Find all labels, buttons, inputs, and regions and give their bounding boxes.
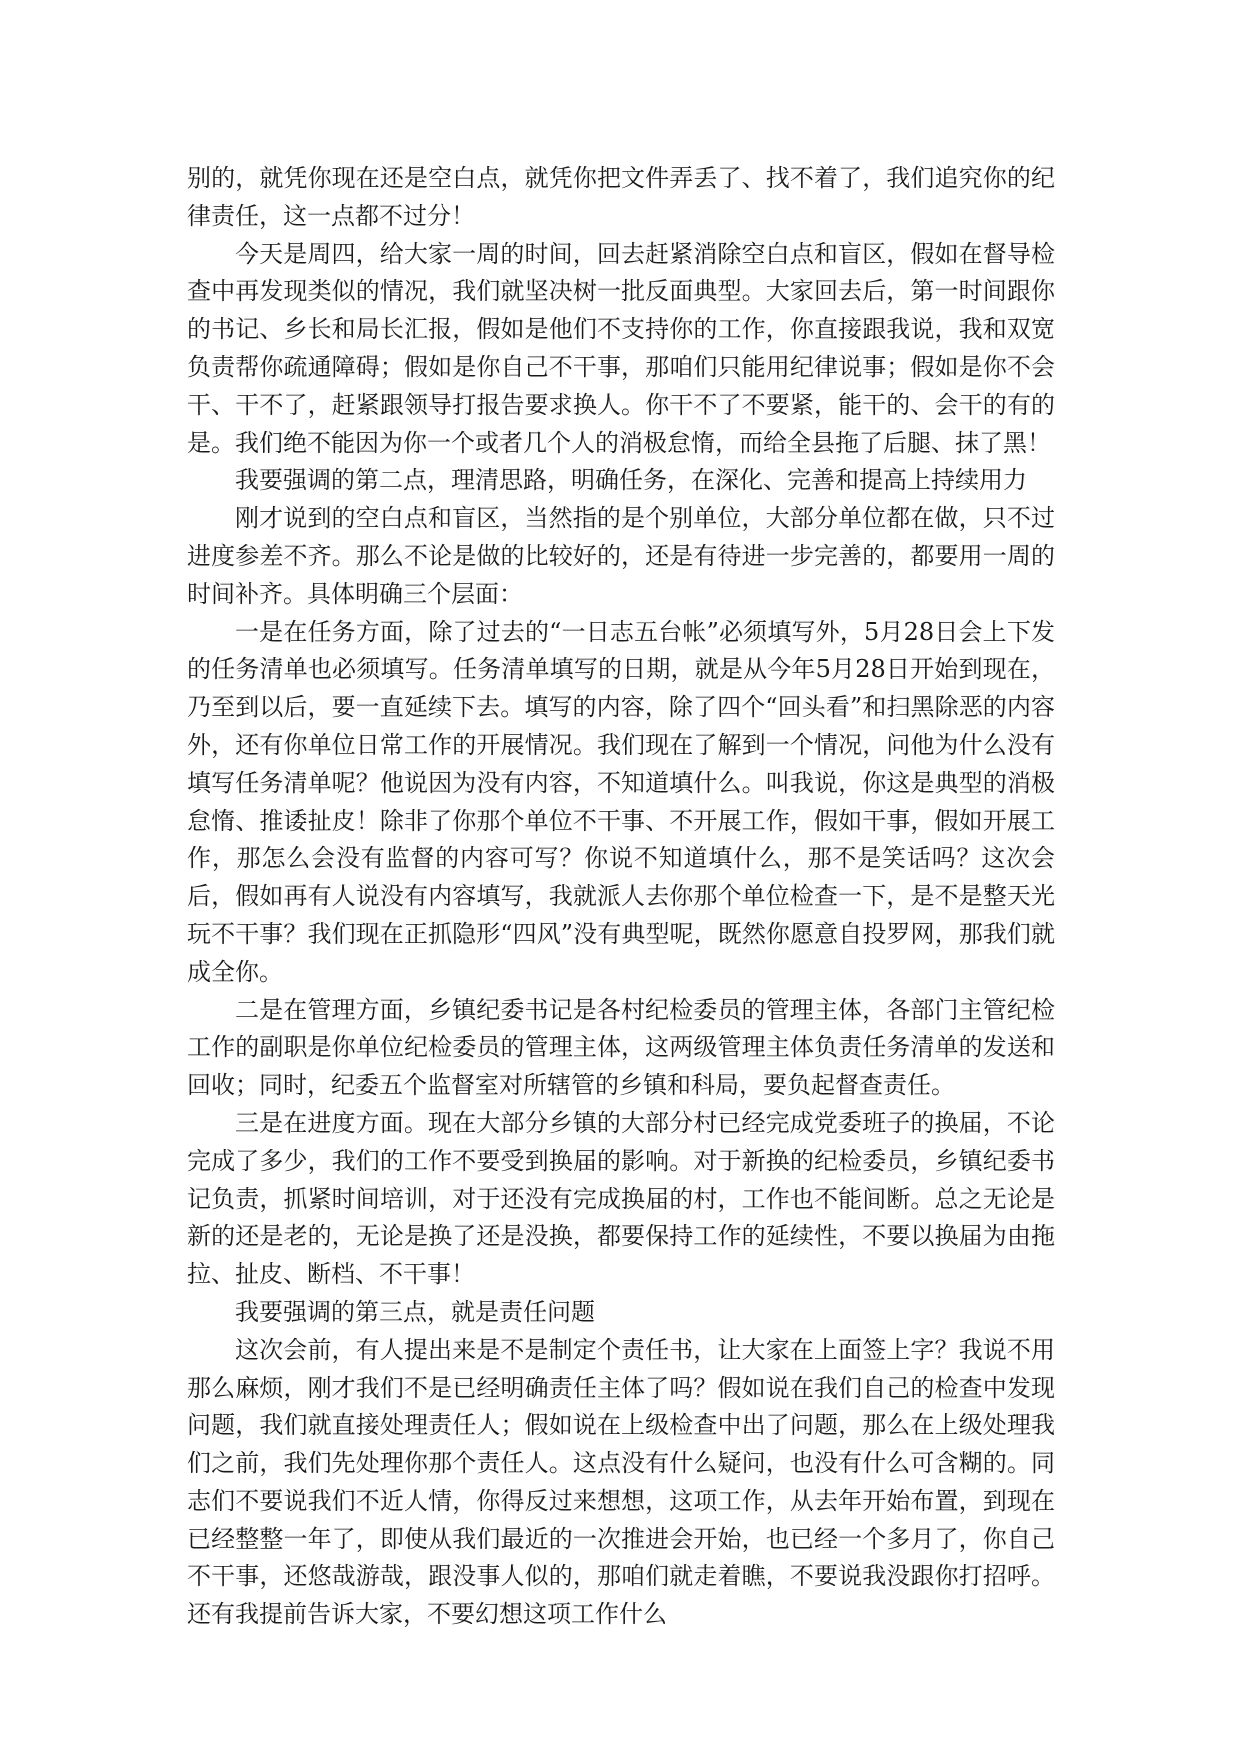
paragraph: 刚才说到的空白点和盲区，当然指的是个别单位，大部分单位都在做，只不过进度参差不齐。那么不论是做的比较好的，还是有待进一步完善的，都要用一周的时间补齐。具体明确三个层面： [187,504,1055,608]
paragraph: 二是在管理方面，乡镇纪委书记是各村纪检委员的管理主体，各部门主管纪检工作的副职是你单位纪检委员的管理主体，这两级管理主体负责任务清单的发送和回收；同时，纪委五个监督室对所辖管的乡镇和科局，要负起督查责任。 [187,995,1055,1100]
paragraph: 三是在进度方面。现在大部分乡镇的大部分村已经完成党委班子的换届，不论完成了多少，我们的工作不要受到换届的影响。对于新换的纪检委员，乡镇纪委书记负责，抓紧时间培训，对于还没有完成换届的村，工作也不能间断。总之无论是新的还是老的，无论是换了还是没换，都要保持工作的延续性，不要以换届为由拖拉、扯皮、断档、不干事！ [187,1108,1055,1289]
document-body [187,160,1055,1634]
paragraph: 一是在任务方面，除了过去的“一日志五台帐”必须填写外，5月28日会上下发的任务清单也必须填写。任务清单填写的日期，就是从今年5月28日开始到现在，乃至到以后，要一直延续下去。填写的内容，除了四个“回头看”和扫黑除恶的内容外，还有你单位日常工作的开展情况。我们现在了解到一个情况，问他为什么没有填写任务清单呢？他说因为没有内容，不知道填什么。叫我说，你这是典型的消极怠惰、推诿扯皮！除非了你那个单位不干事、不开展工作，假如干事，假如开展工作，那怎么会没有监督的内容可写？你说不知道填什么，那不是笑话吗？这次会后，假如再有人说没有内容填写，我就派人去你那个单位检查一下，是不是整天光玩不干事？我们现在正抓隐形“四风”没有典型呢，既然你愿意自投罗网，那我们就成全你。 [187,617,1055,986]
paragraph: 别的，就凭你现在还是空白点，就凭你把文件弄丢了、找不着了，我们追究你的纪律责任，这一点都不过分！ [187,164,1055,230]
paragraph: 今天是周四，给大家一周的时间，回去赶紧消除空白点和盲区，假如在督导检查中再发现类似的情况，我们就坚决树一批反面典型。大家回去后，第一时间跟你的书记、乡长和局长汇报，假如是他们不支持你的工作，你直接跟我说，我和双宽负责帮你疏通障碍；假如是你自己不干事，那咱们只能用纪律说事；假如是你不会干、干不了，赶紧跟领导打报告要求换人。你干不了不要紧，能干的、会干的有的是。我们绝不能因为你一个或者几个人的消极怠惰，而给全县拖了后腿、抹了黑！ [187,239,1055,457]
section-heading: 我要强调的第三点，就是责任问题 [235,1297,595,1326]
paragraph: 这次会前，有人提出来是不是制定个责任书，让大家在上面签上字？我说不用那么麻烦，刚才我们不是已经明确责任主体了吗？假如说在我们自己的检查中发现问题，我们就直接处理责任人；假如说在上级检查中出了问题，那么在上级处理我们之前，我们先处理你那个责任人。这点没有什么疑问，也没有什么可含糊的。同志们不要说我们不近人情，你得反过来想想，这项工作，从去年开始布置，到现在已经整整一年了，即使从我们最近的一次推进会开始，也已经一个多月了，你自己不干事，还悠哉游哉，跟没事人似的，那咱们就走着瞧，不要说我没跟你打招呼。还有我提前告诉大家，不要幻想这项工作什么 [187,1335,1055,1629]
section-heading: 我要强调的第二点，理清思路，明确任务，在深化、完善和提高上持续用力 [235,466,1027,495]
